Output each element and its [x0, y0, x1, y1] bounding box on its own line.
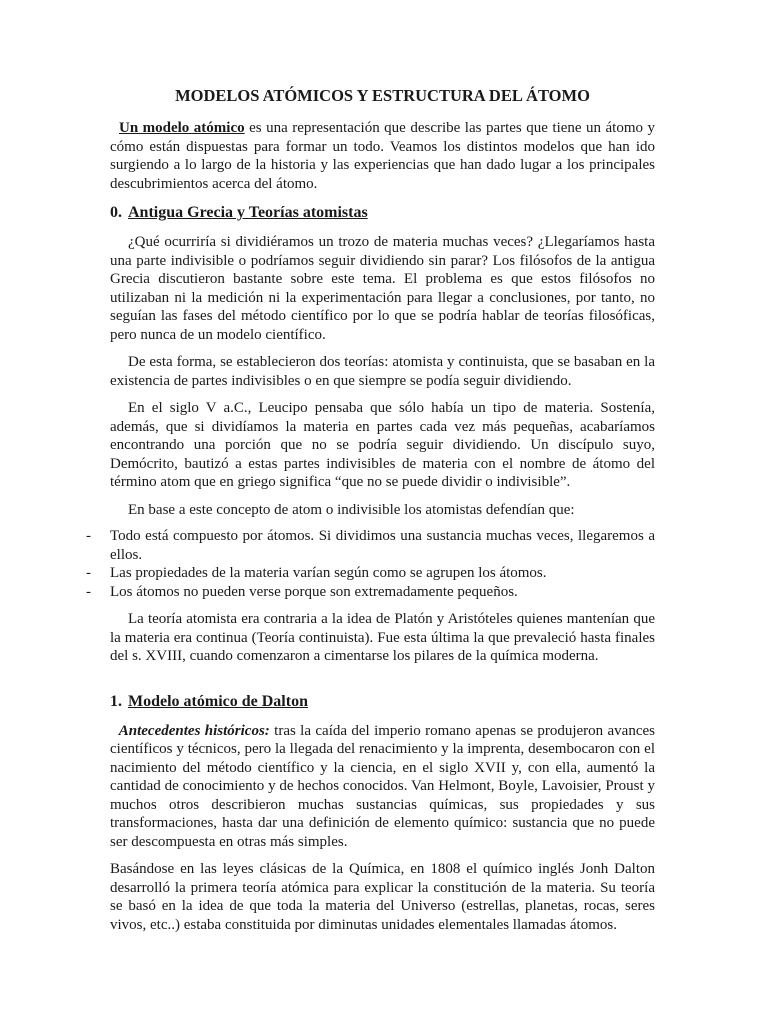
list-item — [86, 564, 655, 583]
list-bullet: - — [86, 565, 91, 581]
section-1-paragraph-1 — [110, 722, 655, 852]
section-0-paragraph-5: La teoría atomista era contraria a la idea de Platón y Aristóteles quienes mantenían que la materia era continua (Teoría continuista). Fue esta última la que prevaleció hasta finales del s. XVIII, cuando comenzaron a cimentarse los pilares de la química moderna. — [110, 611, 655, 664]
list-item — [86, 527, 655, 564]
intro-lead-term: Un modelo atómico — [118, 120, 245, 136]
section-1-paragraph-1-text: tras la caída del imperio romano apenas se produjeron avances científicos y técnicos, pero la llegada del renacimiento y la imprenta, desembocaron con el nacimiento del método científico y la ciencia, en el siglo XVII y, con ella, aumentó la cantidad de conocimiento y de hechos conocidos. Van Helmont, Boyle, Lavoisier, Proust y muchos otros describieron muchas sustancias químicas, sus propiedades y sus transformaciones, hasta dar una definición de elemento químico: sustancia que no puede ser descompuesta en otras más simples. — [110, 722, 655, 850]
atomist-beliefs-list — [86, 527, 655, 601]
intro-text: es una representación que describe las partes que tiene un átomo y cómo están dispuestas para formar un todo. Veamos los distintos modelos que han ido surgiendo a lo largo de la historia y las experiencias que han dado lugar a los principales descubrimientos acerca del átomo. — [110, 120, 656, 192]
section-1-heading — [110, 692, 655, 712]
list-item-text: Todo está compuesto por átomos. Si dividimos una sustancia muchas veces, llegaremos a ellos. — [110, 528, 655, 563]
section-1-number: 1. — [110, 692, 122, 710]
list-item-text: Los átomos no pueden verse porque son extremadamente pequeños. — [110, 583, 518, 600]
document-title: MODELOS ATÓMICOS Y ESTRUCTURA DEL ÁTOMO — [175, 86, 590, 105]
section-1-paragraph-2: Basándose en las leyes clásicas de la Química, en 1808 el químico inglés Jonh Dalton desarrolló la primera teoría atómica para explicar la constitución de la materia. Su teoría se basó en la idea de que toda la materia del Universo (estrellas, planetas, rocas, seres vivos, etc..) estaba constituida por diminutas unidades elementales llamadas átomos. — [110, 861, 655, 933]
section-0-number: 0. — [110, 204, 122, 221]
section-0-title: Antigua Grecia y Teorías atomistas — [128, 204, 368, 221]
list-item-text: Las propiedades de la materia varían según como se agrupen los átomos. — [110, 565, 547, 581]
section-0-heading — [110, 203, 655, 223]
section-1-title: Modelo atómico de Dalton — [128, 692, 308, 710]
list-bullet: - — [86, 583, 91, 600]
section-0-paragraph-4: En base a este concepto de atom o indivisible los atomistas defendían que: — [128, 501, 575, 518]
list-bullet: - — [86, 528, 91, 544]
section-0-paragraph-2: De esta forma, se establecieron dos teorías: atomista y continuista, que se basaban en la existencia de partes indivisibles o en que siempre se podía seguir dividiendo. — [110, 354, 655, 389]
section-0-paragraph-3: En el siglo V a.C., Leucipo pensaba que sólo había un tipo de materia. Sostenía, además, que si dividíamos la materia en partes cada vez más pequeñas, acabaríamos encontrando una porción que no se podría seguir dividiendo. Un discípulo suyo, Demócrito, bautizó a estas partes indivisibles de materia con el nombre de átomo del término atom que en griego significa “que no se puede dividir o indivisible”. — [110, 400, 655, 490]
intro-paragraph — [110, 119, 655, 193]
section-1-lead-term: Antecedentes históricos: — [118, 722, 270, 739]
section-0-paragraph-1: ¿Qué ocurriría si dividiéramos un trozo de materia muchas veces? ¿Llegaríamos hasta una parte indivisible o podríamos seguir dividiendo sin parar? Los filósofos de la antigua Grecia discutieron bastante sobre este tema. El problema es que estos filósofos no utilizaban ni la medición ni la experimentación para llegar a conclusiones, por tanto, no seguían las fases del método científico por lo que se podría hablar de teorías filosóficas, pero nunca de un modelo científico. — [110, 234, 655, 343]
list-item — [86, 583, 655, 602]
